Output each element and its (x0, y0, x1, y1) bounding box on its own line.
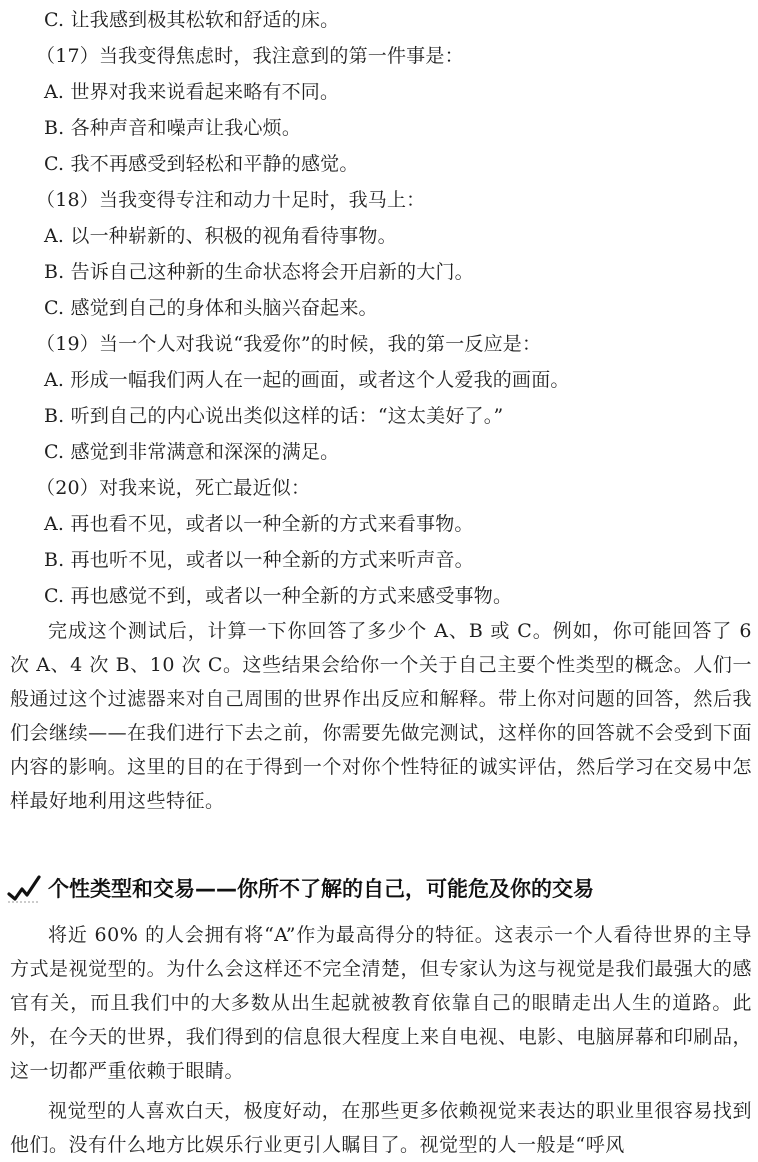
question-19: （19）当一个人对我说“我爱你”的时候，我的第一反应是： (36, 333, 542, 355)
q20-option-c: C. 再也感觉不到，或者以一种全新的方式来感受事物。 (44, 585, 513, 607)
q19-option-a: A. 形成一幅我们两人在一起的画面，或者这个人爱我的画面。 (44, 369, 570, 391)
section-heading (6, 872, 746, 904)
paragraph-after-test: 完成这个测试后，计算一下你回答了多少个 A、B 或 C。例如，你可能回答了 6 次 A、4 次 B、10 次 C。这些结果会给你一个关于自己主要个性类型的概念。人们一般通过这个过滤器来对自己周围的世界作出反应和解释。带上你对问题的回答，然后我们会继续——在我们进行下去之前，你需要先做完测试，这样你的回答就不会受到下面内容的影响。这里的目的在于得到一个对你个性特征的诚实评估，然后学习在交易中怎样最好地利用这些特征。 (10, 620, 752, 812)
option-c-prev: C. 让我感到极其松软和舒适的床。 (44, 9, 340, 31)
q18-option-a: A. 以一种崭新的、积极的视角看待事物。 (44, 225, 397, 247)
section-title: 个性类型和交易——你所不了解的自己，可能危及你的交易 (48, 877, 594, 901)
paragraph-1: 将近 60% 的人会拥有将“A”作为最高得分的特征。这表示一个人看待世界的主导方式是视觉型的。为什么会这样还不完全清楚，但专家认为这与视觉是我们最强大的感官有关，而且我们中的大多数从出生起就被教育依靠自己的眼睛走出人生的道路。此外，在今天的世界，我们得到的信息很大程度上来自电视、电影、电脑屏幕和印刷品，这一切都严重依赖于眼睛。 (10, 924, 752, 1082)
question-20: （20）对我来说，死亡最近似： (36, 477, 311, 499)
q19-option-b: B. 听到自己的内心说出类似这样的话：“这太美好了。” (44, 405, 504, 427)
q17-option-a: A. 世界对我来说看起来略有不同。 (44, 81, 340, 103)
q20-option-a: A. 再也看不见，或者以一种全新的方式来看事物。 (44, 513, 474, 535)
q18-option-b: B. 告诉自己这种新的生命状态将会开启新的大门。 (44, 261, 474, 283)
paragraph-2: 视觉型的人喜欢白天，极度好动，在那些更多依赖视觉来表达的职业里很容易找到他们。没有什么地方比娱乐行业更引人瞩目了。视觉型的人一般是“呼风 (10, 1100, 752, 1156)
q17-option-b: B. 各种声音和噪声让我心烦。 (44, 117, 302, 139)
q20-option-b: B. 再也听不见，或者以一种全新的方式来听声音。 (44, 549, 474, 571)
q19-option-c: C. 感觉到非常满意和深深的满足。 (44, 441, 340, 463)
question-17: （17）当我变得焦虑时，我注意到的第一件事是： (36, 45, 464, 67)
question-18: （18）当我变得专注和动力十足时，我马上： (36, 189, 426, 211)
q18-option-c: C. 感觉到自己的身体和头脑兴奋起来。 (44, 297, 378, 319)
checkmark-graph-icon (6, 872, 42, 904)
q17-option-c: C. 我不再感受到轻松和平静的感觉。 (44, 153, 359, 175)
